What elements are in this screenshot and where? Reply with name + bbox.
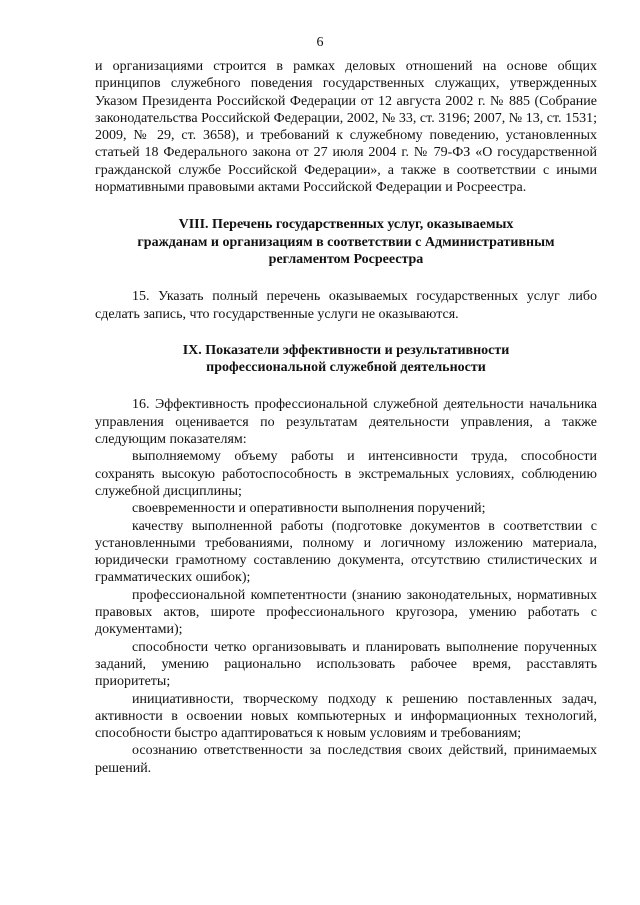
criterion-responsibility: осознанию ответственности за последствия своих действий, принимаемых решений. <box>95 743 597 776</box>
criterion-workload: выполняемому объему работы и интенсивности труда, способности сохранять высокую работоспособность в экстремальных условиях, соблюдению служебной дисциплины; <box>95 449 597 499</box>
section-8-heading <box>95 216 597 268</box>
criterion-quality: качеству выполненной работы (подготовке документов в соответствии с установленными требованиями, полному и логичному изложению материала, юридически грамотному составлению документа, отсутствию стилистических и грамматических ошибок); <box>95 518 597 586</box>
section-8-heading-line-2: гражданам и организациям в соответствии с Административным <box>137 234 555 250</box>
section-8-heading-line-3: регламентом Росреестра <box>268 251 424 267</box>
document-body <box>95 58 597 777</box>
paragraph-15: 15. Указать полный перечень оказываемых государственных услуг либо сделать запись, что государственные услуги не оказываются. <box>95 289 597 322</box>
criterion-organization: способности четко организовывать и планировать выполнение порученных заданий, умению рационально использовать рабочее время, расставлять приоритеты; <box>95 639 597 690</box>
section-9-heading-line-1: IX. Показатели эффективности и результативности <box>182 342 510 358</box>
criterion-competence: профессиональной компетентности (знанию законодательных, нормативных правовых актов, широте профессионального кругозора, умению работать с документами); <box>95 587 597 638</box>
section-8-heading-line-1: VIII. Перечень государственных услуг, оказываемых <box>178 217 514 233</box>
section-9-heading-line-2: профессиональной служебной деятельности <box>206 360 486 376</box>
section-9-heading <box>95 342 597 377</box>
criterion-timeliness: своевременности и оперативности выполнения поручений; <box>132 501 486 517</box>
criterion-initiative: инициативности, творческому подходу к решению поставленных задач, активности в освоении новых компьютерных и информационных технологий, способности быстро адаптироваться к новым условиям и требованиям; <box>95 691 597 742</box>
page-number: 6 <box>316 35 324 50</box>
intro-paragraph: и организациями строится в рамках деловых отношений на основе общих принципов служебного поведения государственных служащих, утвержденных Указом Президента Российской Федерации от 12 августа 2002 г. № 885 (Собрание законодательства Российской Федерации, 2002, № 33, ст. 3196; 2007, № 13, ст. 1531; 2009, № 29, ст. 3658), и требований к служебному поведению, установленных статьей 18 Федерального закона от 27 июля 2004 г. № 79-ФЗ «О государственной гражданской службе Российской Федерации», а также в соответствии с иными нормативными правовыми актами Российской Федерации и Росреестра. <box>95 59 597 196</box>
paragraph-16: 16. Эффективность профессиональной служебной деятельности начальника управления оценивается по результатам деятельности управления, а также следующим показателям: <box>95 397 597 448</box>
